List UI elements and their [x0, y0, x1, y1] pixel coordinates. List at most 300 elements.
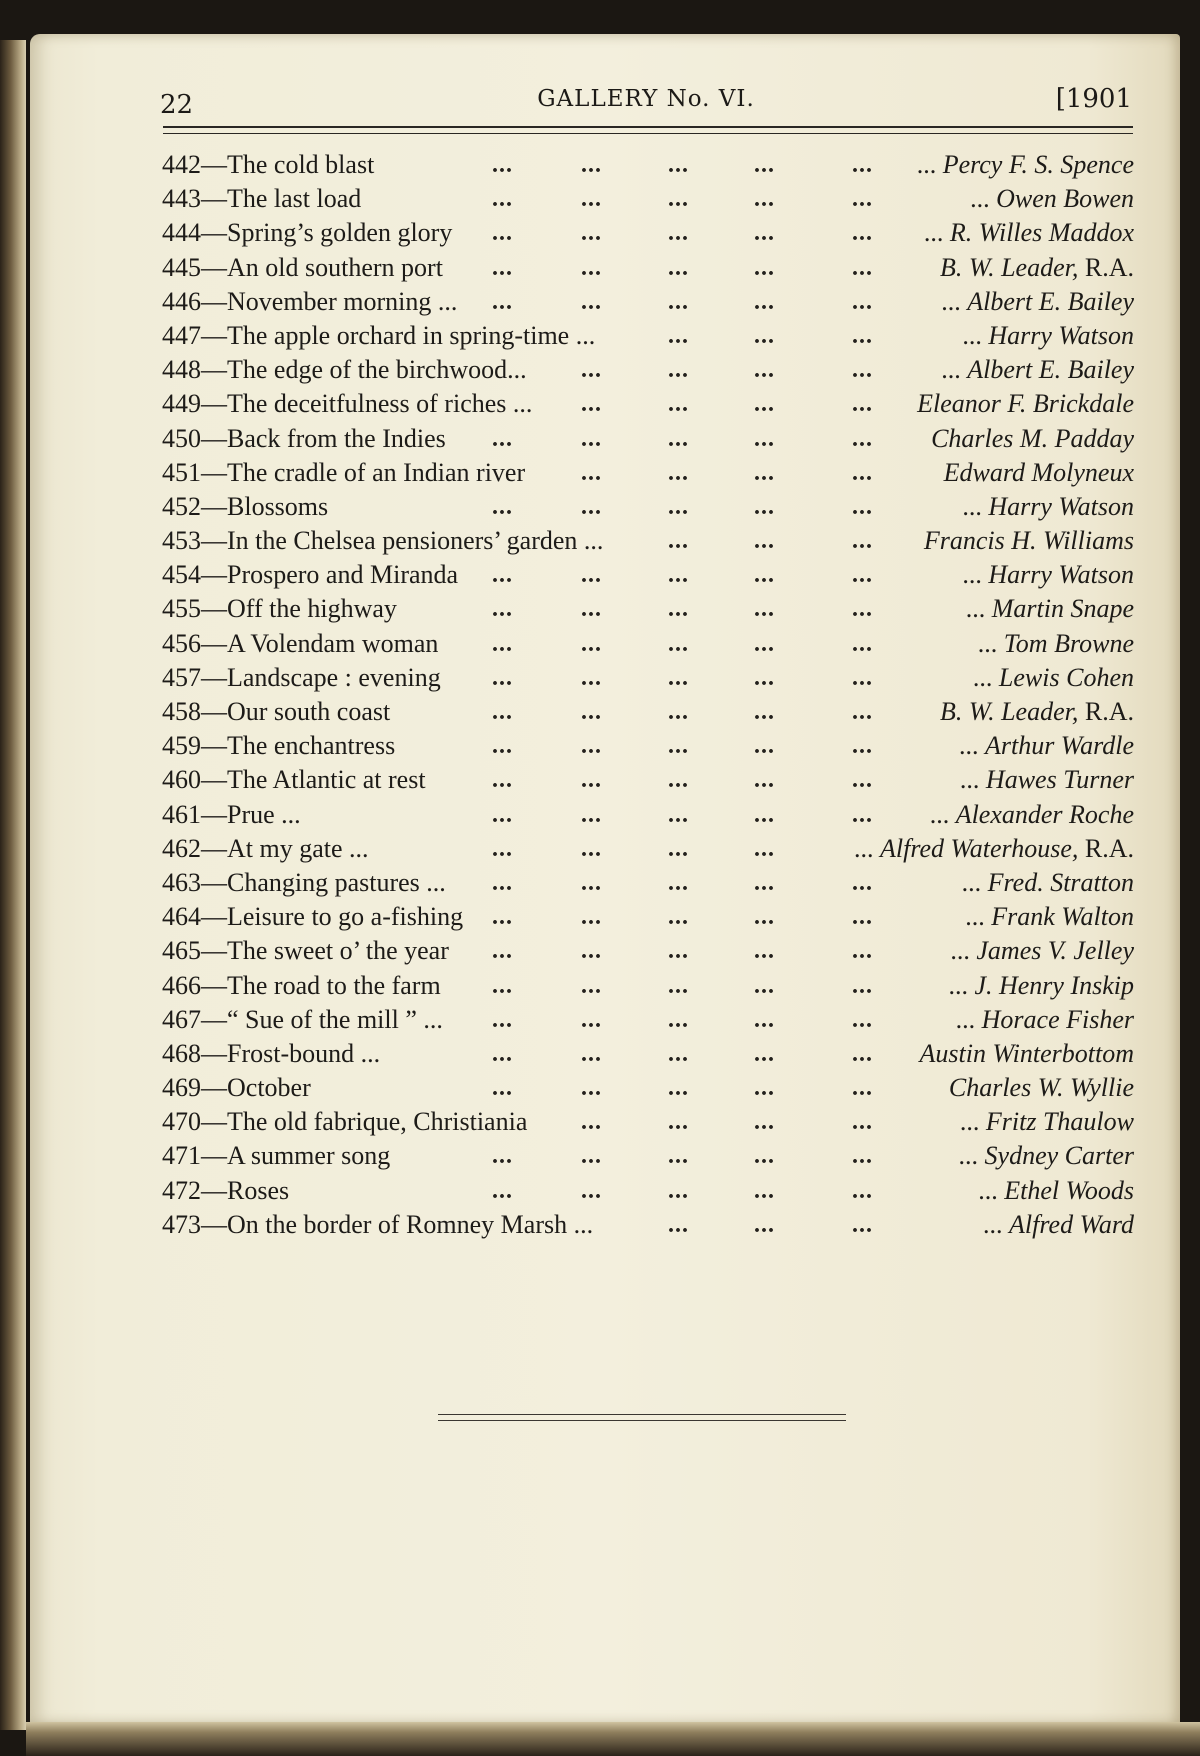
- leader-dots: ...: [852, 801, 873, 828]
- leader-dots: ...: [852, 869, 873, 896]
- artist-leader-dots: ...: [961, 867, 988, 897]
- artist-name: Edward Molyneux: [943, 457, 1134, 487]
- artist-name: Albert E. Bailey: [967, 286, 1134, 316]
- artist-name: Harry Watson: [988, 491, 1134, 521]
- artist-leader-dots: ...: [978, 1175, 1005, 1205]
- leader-dots: ...: [492, 186, 513, 213]
- entry-title: 449—The deceitfulness of riches ...: [162, 389, 533, 419]
- entry-title: 471—A summer song: [162, 1141, 391, 1171]
- leader-dots: ...: [668, 493, 689, 520]
- leader-dots: ...: [668, 801, 689, 828]
- leader-dots: ...: [492, 1040, 513, 1067]
- entry-artist: [941, 354, 1134, 386]
- entry-title: 451—The cradle of an Indian river: [162, 457, 526, 487]
- leader-dots: ...: [581, 254, 602, 281]
- catalogue-entry: [162, 696, 1134, 730]
- entry-artist: [962, 320, 1134, 352]
- leader-dots: ...: [581, 938, 602, 965]
- catalogue-entry: [162, 491, 1134, 525]
- leader-dots: ...: [754, 630, 775, 657]
- artist-name: Austin Winterbottom: [919, 1038, 1134, 1068]
- leader-dots: ...: [492, 630, 513, 657]
- artist-leader-dots: ...: [950, 936, 977, 966]
- entry-artist: [917, 149, 1134, 181]
- artist-name: Alfred Ward: [1009, 1209, 1134, 1239]
- entry-title: 457—Landscape : evening: [162, 662, 441, 692]
- artist-name: Hawes Turner: [985, 765, 1134, 795]
- entry-artist: [940, 252, 1134, 284]
- leader-dots: ...: [581, 425, 602, 452]
- leader-dots: ...: [581, 835, 602, 862]
- catalogue-entry: [162, 286, 1134, 320]
- leader-dots: ...: [492, 288, 513, 315]
- entry-artist: [973, 662, 1134, 694]
- artist-leader-dots: ...: [977, 628, 1004, 658]
- entry-title: 465—The sweet o’ the year: [162, 936, 449, 966]
- artist-name: Francis H. Williams: [923, 526, 1134, 556]
- catalogue-entry: [162, 970, 1134, 1004]
- leader-dots: ...: [668, 1006, 689, 1033]
- artist-leader-dots: ...: [962, 320, 989, 350]
- leader-dots: ...: [581, 972, 602, 999]
- leader-dots: ...: [668, 699, 689, 725]
- leader-dots: ...: [581, 664, 602, 691]
- artist-leader-dots: ...: [955, 1004, 982, 1034]
- catalogue-entry: [162, 320, 1134, 354]
- entry-title: 442—The cold blast: [162, 150, 375, 179]
- entry-title: 464—Leisure to go a-fishing: [162, 902, 464, 932]
- leader-dots: ...: [581, 562, 602, 589]
- catalogue-entry: [162, 388, 1134, 422]
- artist-leader-dots: ...: [983, 1209, 1010, 1239]
- entry-artist: [962, 491, 1134, 523]
- running-header: [160, 80, 1132, 124]
- artist-leader-dots: ...: [972, 662, 999, 692]
- entry-title: 450—Back from the Indies: [162, 423, 446, 453]
- catalogue-entry: [162, 1072, 1134, 1106]
- leader-dots: ...: [668, 1075, 689, 1102]
- catalogue-entry: [162, 183, 1134, 217]
- leader-dots: ...: [668, 767, 689, 794]
- artist-leader-dots: ...: [962, 560, 989, 590]
- leader-dots: ...: [852, 664, 873, 691]
- leader-dots: ...: [852, 220, 873, 247]
- leader-dots: ...: [492, 220, 513, 247]
- leader-dots: ...: [492, 1006, 513, 1033]
- book-spine: [0, 40, 26, 1730]
- leader-dots: ...: [581, 1143, 602, 1170]
- artist-suffix: R.A.: [1078, 252, 1134, 282]
- entry-title: 445—An old southern port: [162, 252, 443, 282]
- artist-leader-dots: ...: [929, 799, 956, 829]
- leader-dots: ...: [852, 425, 873, 452]
- leader-dots: ...: [668, 664, 689, 691]
- catalogue-entry: [162, 628, 1134, 662]
- entry-title: 468—Frost-bound ...: [162, 1038, 381, 1068]
- leader-dots: ...: [668, 1211, 689, 1238]
- leader-dots: ...: [581, 630, 602, 657]
- leader-dots: ...: [581, 186, 602, 213]
- catalogue-entry: [162, 354, 1134, 388]
- leader-dots: ...: [852, 1143, 873, 1170]
- catalogue-entry: [162, 1038, 1134, 1072]
- artist-leader-dots: ...: [959, 1107, 986, 1137]
- catalogue-entries: [162, 149, 1134, 1243]
- entry-artist: [931, 423, 1134, 455]
- entry-artist: [959, 1140, 1134, 1172]
- leader-dots: ...: [852, 254, 873, 281]
- artist-name: Horace Fisher: [981, 1004, 1134, 1034]
- entry-title: 467—“ Sue of the mill ” ...: [162, 1004, 443, 1034]
- leader-dots: ...: [581, 288, 602, 315]
- leader-dots: ...: [754, 664, 775, 691]
- leader-dots: ...: [492, 1143, 513, 1170]
- leader-dots: ...: [492, 869, 513, 896]
- artist-name: R. Willes Maddox: [949, 218, 1134, 248]
- leader-dots: ...: [492, 972, 513, 999]
- catalogue-entry: [162, 935, 1134, 969]
- catalogue-entry: [162, 593, 1134, 627]
- entry-title: 459—The enchantress: [162, 731, 396, 761]
- leader-dots: ...: [492, 938, 513, 965]
- leader-dots: ...: [492, 767, 513, 794]
- catalogue-entry: [162, 799, 1134, 833]
- leader-dots: ...: [492, 801, 513, 828]
- leader-dots: ...: [754, 1040, 775, 1067]
- entry-artist: [970, 183, 1134, 215]
- entry-title: 460—The Atlantic at rest: [162, 765, 426, 795]
- leader-dots: ...: [754, 699, 775, 725]
- artist-name: Fred. Stratton: [987, 867, 1134, 897]
- leader-dots: ...: [492, 699, 513, 725]
- entry-artist: [956, 1004, 1134, 1036]
- leader-dots: ...: [852, 152, 873, 178]
- leader-dots: ...: [668, 596, 689, 623]
- artist-name: B. W. Leader,: [939, 252, 1079, 282]
- entry-artist: [978, 628, 1134, 660]
- leader-dots: ...: [754, 1109, 775, 1136]
- leader-dots: ...: [754, 425, 775, 452]
- entry-artist: [920, 1038, 1135, 1070]
- entry-artist: [948, 970, 1134, 1002]
- leader-dots: ...: [668, 152, 689, 178]
- leader-dots: ...: [852, 596, 873, 623]
- leader-dots: ...: [852, 493, 873, 520]
- entry-artist: [962, 867, 1134, 899]
- leader-dots: ...: [581, 459, 602, 486]
- artist-name: Lewis Cohen: [998, 662, 1134, 692]
- artist-leader-dots: ...: [916, 150, 943, 179]
- leader-dots: ...: [852, 1109, 873, 1136]
- leader-dots: ...: [668, 528, 689, 555]
- leader-dots: ...: [754, 596, 775, 623]
- leader-dots: ...: [754, 1211, 775, 1238]
- entry-title: 456—A Volendam woman: [162, 628, 439, 658]
- entry-artist: [983, 1209, 1134, 1241]
- leader-dots: ...: [852, 767, 873, 794]
- leader-dots: ...: [754, 1143, 775, 1170]
- leader-dots: ...: [852, 733, 873, 760]
- entry-title: 453—In the Chelsea pensioners’ garden ...: [162, 526, 604, 556]
- page-bottom-edge: [26, 1722, 1200, 1756]
- leader-dots: ...: [668, 1040, 689, 1067]
- catalogue-entry: [162, 764, 1134, 798]
- leader-dots: ...: [581, 1040, 602, 1067]
- artist-name: Sydney Carter: [984, 1141, 1134, 1171]
- leader-dots: ...: [852, 459, 873, 486]
- artist-name: Percy F. S. Spence: [942, 150, 1134, 179]
- entry-title: 469—October: [162, 1073, 311, 1103]
- leader-dots: ...: [754, 972, 775, 999]
- entry-artist: [962, 559, 1134, 591]
- artist-leader-dots: ...: [948, 970, 975, 1000]
- leader-dots: ...: [668, 938, 689, 965]
- leader-dots: ...: [754, 835, 775, 862]
- page-number: 22: [160, 90, 194, 120]
- artist-name: Ethel Woods: [1004, 1175, 1134, 1205]
- artist-leader-dots: ...: [958, 1141, 985, 1171]
- leader-dots: ...: [668, 220, 689, 247]
- leader-dots: ...: [581, 220, 602, 247]
- entry-title: 472—Roses: [162, 1175, 290, 1205]
- leader-dots: ...: [852, 1075, 873, 1102]
- leader-dots: ...: [492, 562, 513, 589]
- leader-dots: ...: [852, 972, 873, 999]
- leader-dots: ...: [668, 869, 689, 896]
- leader-dots: ...: [581, 801, 602, 828]
- leader-dots: ...: [668, 459, 689, 486]
- leader-dots: ...: [852, 630, 873, 657]
- artist-leader-dots: ...: [941, 355, 968, 385]
- leader-dots: ...: [581, 1075, 602, 1102]
- leader-dots: ...: [852, 288, 873, 315]
- leader-dots: ...: [754, 528, 775, 555]
- leader-dots: ...: [754, 1075, 775, 1102]
- artist-leader-dots: ...: [958, 731, 985, 761]
- leader-dots: ...: [754, 254, 775, 281]
- leader-dots: ...: [668, 733, 689, 760]
- catalogue-entry: [162, 833, 1134, 867]
- leader-dots: ...: [852, 1006, 873, 1033]
- entry-artist: [959, 730, 1134, 762]
- leader-dots: ...: [581, 391, 602, 418]
- leader-dots: ...: [581, 767, 602, 794]
- leader-dots: ...: [852, 1040, 873, 1067]
- artist-leader-dots: ...: [941, 286, 968, 316]
- leader-dots: ...: [754, 562, 775, 589]
- entry-title: 446—November morning ...: [162, 286, 458, 316]
- leader-dots: ...: [581, 869, 602, 896]
- entry-artist: [924, 217, 1134, 249]
- leader-dots: ...: [852, 699, 873, 725]
- leader-dots: ...: [852, 322, 873, 349]
- catalogue-entry: [162, 1004, 1134, 1038]
- leader-dots: ...: [852, 528, 873, 555]
- leader-dots: ...: [492, 1177, 513, 1204]
- leader-dots: ...: [754, 186, 775, 213]
- leader-dots: ...: [492, 152, 513, 178]
- leader-dots: ...: [668, 972, 689, 999]
- catalogue-entry: [162, 559, 1134, 593]
- leader-dots: ...: [754, 733, 775, 760]
- artist-name: James V. Jelley: [976, 936, 1134, 966]
- leader-dots: ...: [754, 801, 775, 828]
- leader-dots: ...: [668, 835, 689, 862]
- leader-dots: ...: [668, 630, 689, 657]
- leader-dots: ...: [852, 938, 873, 965]
- leader-dots: ...: [852, 357, 873, 384]
- entry-title: 455—Off the highway: [162, 594, 397, 624]
- artist-leader-dots: ...: [923, 218, 950, 248]
- leader-dots: ...: [754, 322, 775, 349]
- entry-title: 448—The edge of the birchwood...: [162, 355, 527, 385]
- leader-dots: ...: [852, 562, 873, 589]
- catalogue-entry: [162, 1175, 1134, 1209]
- leader-dots: ...: [852, 186, 873, 213]
- leader-dots: ...: [581, 1177, 602, 1204]
- artist-name: Albert E. Bailey: [967, 355, 1134, 385]
- leader-dots: ...: [581, 357, 602, 384]
- leader-dots: ...: [754, 493, 775, 520]
- leader-dots: ...: [668, 186, 689, 213]
- gallery-title: GALLERY No. VI.: [537, 86, 755, 112]
- leader-dots: ...: [668, 357, 689, 384]
- leader-dots: ...: [492, 664, 513, 691]
- artist-leader-dots: ...: [854, 833, 880, 863]
- leader-dots: ...: [581, 596, 602, 623]
- leader-dots: ...: [754, 357, 775, 384]
- leader-dots: ...: [492, 733, 513, 760]
- entry-artist: [917, 388, 1134, 420]
- artist-name: Martin Snape: [991, 594, 1134, 624]
- leader-dots: ...: [754, 904, 775, 931]
- artist-name: Arthur Wardle: [984, 731, 1134, 761]
- leader-dots: ...: [668, 288, 689, 315]
- leader-dots: ...: [492, 835, 513, 862]
- leader-dots: ...: [754, 459, 775, 486]
- entry-title: 470—The old fabrique, Christiania: [162, 1107, 528, 1137]
- leader-dots: ...: [668, 904, 689, 931]
- entry-artist: [960, 1106, 1134, 1138]
- artist-name: Owen Bowen: [996, 184, 1134, 214]
- leader-dots: ...: [581, 1109, 602, 1136]
- catalogue-entry: [162, 867, 1134, 901]
- leader-dots: ...: [852, 1177, 873, 1204]
- entry-artist: [930, 799, 1134, 831]
- leader-dots: ...: [852, 391, 873, 418]
- leader-dots: ...: [668, 562, 689, 589]
- artist-name: B. W. Leader,: [939, 697, 1079, 726]
- catalogue-entry: [162, 901, 1134, 935]
- leader-dots: ...: [754, 1006, 775, 1033]
- artist-name: Tom Browne: [1003, 628, 1134, 658]
- catalogue-entry: [162, 217, 1134, 251]
- leader-dots: ...: [492, 254, 513, 281]
- leader-dots: ...: [581, 733, 602, 760]
- leader-dots: ...: [754, 869, 775, 896]
- entry-artist: [978, 1175, 1134, 1207]
- leader-dots: ...: [754, 152, 775, 178]
- leader-dots: ...: [754, 220, 775, 247]
- leader-dots: ...: [668, 1177, 689, 1204]
- artist-leader-dots: ...: [970, 184, 997, 214]
- entry-artist: [949, 1072, 1134, 1104]
- artist-name: Charles M. Padday: [931, 423, 1134, 453]
- entry-title: 447—The apple orchard in spring-time ...: [162, 320, 596, 350]
- leader-dots: ...: [492, 1075, 513, 1102]
- leader-dots: ...: [754, 288, 775, 315]
- catalogue-entry: [162, 457, 1134, 491]
- entry-title: 466—The road to the farm: [162, 970, 441, 1000]
- leader-dots: ...: [581, 152, 602, 178]
- artist-suffix: R.A.: [1078, 697, 1134, 726]
- artist-name: Frank Walton: [991, 902, 1134, 932]
- leader-dots: ...: [668, 322, 689, 349]
- leader-dots: ...: [668, 254, 689, 281]
- leader-dots: ...: [581, 1006, 602, 1033]
- entry-title: 461—Prue ...: [162, 799, 301, 829]
- catalogue-entry: [162, 1209, 1134, 1243]
- artist-leader-dots: ...: [965, 902, 992, 932]
- entry-title: 443—The last load: [162, 184, 362, 214]
- catalogue-entry: [162, 1106, 1134, 1140]
- header-rule: [163, 126, 1133, 134]
- entry-artist: [924, 525, 1134, 557]
- catalogue-entry: [162, 149, 1134, 183]
- entry-title: 452—Blossoms: [162, 491, 329, 521]
- end-rule: [438, 1414, 846, 1421]
- leader-dots: ...: [852, 1211, 873, 1238]
- artist-name: Eleanor F. Brickdale: [917, 389, 1134, 419]
- entry-artist: [854, 833, 1134, 865]
- artist-name: Charles W. Wyllie: [948, 1073, 1134, 1103]
- artist-leader-dots: ...: [959, 765, 986, 795]
- leader-dots: ...: [581, 699, 602, 725]
- artist-suffix: R.A.: [1078, 833, 1134, 863]
- artist-name: Fritz Thaulow: [985, 1107, 1134, 1137]
- entry-title: 454—Prospero and Miranda: [162, 560, 459, 590]
- artist-name: Alfred Waterhouse,: [880, 833, 1079, 863]
- catalogue-entry: [162, 423, 1134, 457]
- catalogue-entry: [162, 730, 1134, 764]
- entry-title: 458—Our south coast: [162, 697, 391, 726]
- catalogue-entry: [162, 1140, 1134, 1174]
- leader-dots: ...: [492, 596, 513, 623]
- leader-dots: ...: [668, 1109, 689, 1136]
- entry-artist: [950, 935, 1134, 967]
- entry-title: 444—Spring’s golden glory: [162, 218, 453, 248]
- entry-artist: [966, 593, 1134, 625]
- artist-name: J. Henry Inskip: [974, 970, 1134, 1000]
- leader-dots: ...: [754, 938, 775, 965]
- entry-artist: [940, 696, 1134, 728]
- leader-dots: ...: [581, 904, 602, 931]
- leader-dots: ...: [492, 493, 513, 520]
- entry-artist: [960, 764, 1134, 796]
- entry-title: 473—On the border of Romney Marsh ...: [162, 1209, 594, 1239]
- catalogue-entry: [162, 525, 1134, 559]
- artist-name: Harry Watson: [988, 560, 1134, 590]
- leader-dots: ...: [754, 1177, 775, 1204]
- artist-leader-dots: ...: [962, 491, 989, 521]
- leader-dots: ...: [754, 767, 775, 794]
- catalogue-entry: [162, 662, 1134, 696]
- entry-artist: [965, 901, 1134, 933]
- leader-dots: ...: [668, 1143, 689, 1170]
- leader-dots: ...: [852, 904, 873, 931]
- leader-dots: ...: [754, 391, 775, 418]
- artist-name: Harry Watson: [988, 320, 1134, 350]
